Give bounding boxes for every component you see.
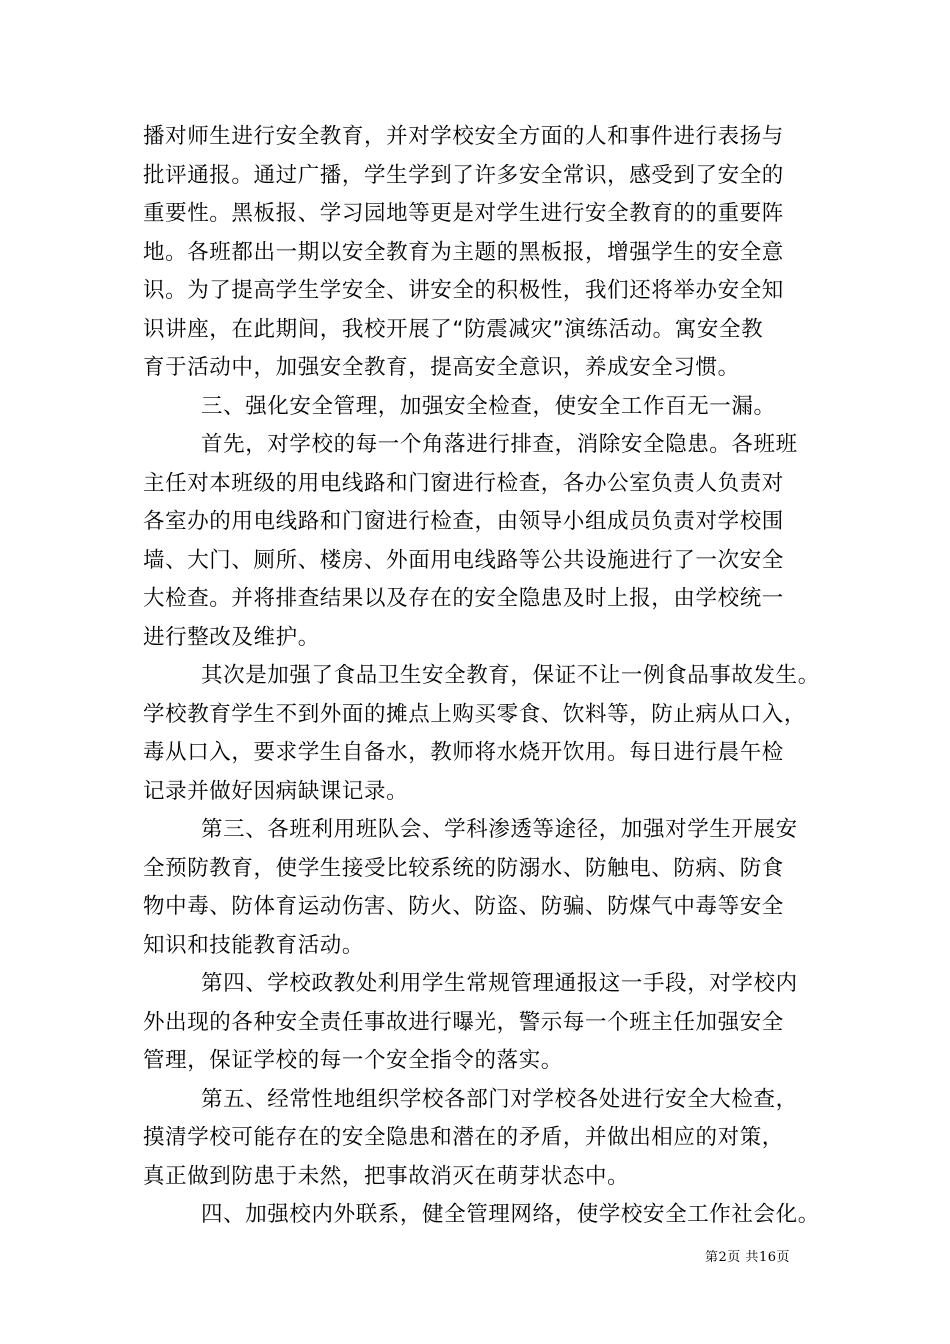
text-line: 摸清学校可能存在的安全隐患和潜在的矛盾，并做出相应的对策， [143,1125,784,1150]
text-line: 毒从口入，要求学生自备水，教师将水烧开饮用。每日进行晨午检 [143,740,784,765]
text-line: 外出现的各种安全责任事故进行曝光，警示每一个班主任加强安全 [143,1009,784,1035]
text-line: 进行整改及维护。 [143,624,320,650]
page-footer [705,1246,790,1265]
text-line: 学校教育学生不到外面的摊点上购买零食、饮料等，防止病从口入， [143,701,807,727]
text-line: 知识和技能教育活动。 [143,932,365,958]
text-line: 各室办的用电线路和门窗进行检查，由领导小组成员负责对学校围 [143,509,784,534]
footer-suffix: 页 [776,1250,790,1265]
paragraph-start-line: 第五、经常性地组织学校各部门对学校各处进行安全大检查， [201,1086,798,1112]
footer-total-pages: 16 [758,1250,777,1265]
text-line: 播对师生进行安全教育，并对学校安全方面的人和事件进行表扬与 [143,124,784,149]
paragraph-start-line: 四、加强校内外联系，健全管理网络，使学校安全工作社会化。 [201,1202,820,1227]
text-line: 管理，保证学校的每一个安全指令的落实。 [143,1048,563,1073]
text-line: 物中毒、防体育运动伤害、防火、防盗、防骗、防煤气中毒等安全 [143,894,784,919]
footer-prefix: 第 [705,1250,719,1265]
paragraph-start-line: 三、强化安全管理，加强安全检查，使安全工作百无一漏。 [201,393,776,419]
text-line: 批评通报。通过广播，学生学到了许多安全常识，感受到了安全的 [143,162,784,188]
text-line: 全预防教育，使学生接受比较系统的防溺水、防触电、防病、防食 [143,855,784,881]
text-line: 记录并做好因病缺课记录。 [143,778,409,804]
text-line: 主任对本班级的用电线路和门窗进行检查，各办公室负责人负责对 [143,470,784,496]
text-line: 识讲座，在此期间，我校开展了“防震减灾”演练活动。寓安全教 [143,316,764,342]
text-line: 地。各班都出一期以安全教育为主题的黑板报，增强学生的安全意 [143,239,784,265]
body-text [143,118,823,1235]
paragraph-start-line: 第三、各班利用班队会、学科渗透等途径，加强对学生开展安 [201,817,798,842]
footer-page-number: 2 [718,1250,728,1265]
paragraph-start-line: 其次是加强了食品卫生安全教育，保证不让一例食品事故发生。 [201,663,820,688]
footer-middle: 页 共 [727,1250,759,1265]
text-line: 识。为了提高学生学安全、讲安全的积极性，我们还将举办安全知 [143,278,784,303]
text-line: 墙、大门、厕所、楼房、外面用电线路等公共设施进行了一次安全 [143,547,784,573]
paragraph-start-line: 第四、学校政教处利用学生常规管理通报这一手段，对学校内 [201,971,798,996]
text-line: 重要性。黑板报、学习园地等更是对学生进行安全教育的的重要阵 [143,201,784,226]
text-line: 大检查。并将排查结果以及存在的安全隐患及时上报，由学校统一 [143,586,784,611]
paragraph-start-line: 首先，对学校的每一个角落进行排查，消除安全隐患。各班班 [201,432,798,457]
text-line: 真正做到防患于未然，把事故消灭在萌芽状态中。 [143,1163,630,1189]
text-line: 育于活动中，加强安全教育，提高安全意识，养成安全习惯。 [143,355,740,380]
